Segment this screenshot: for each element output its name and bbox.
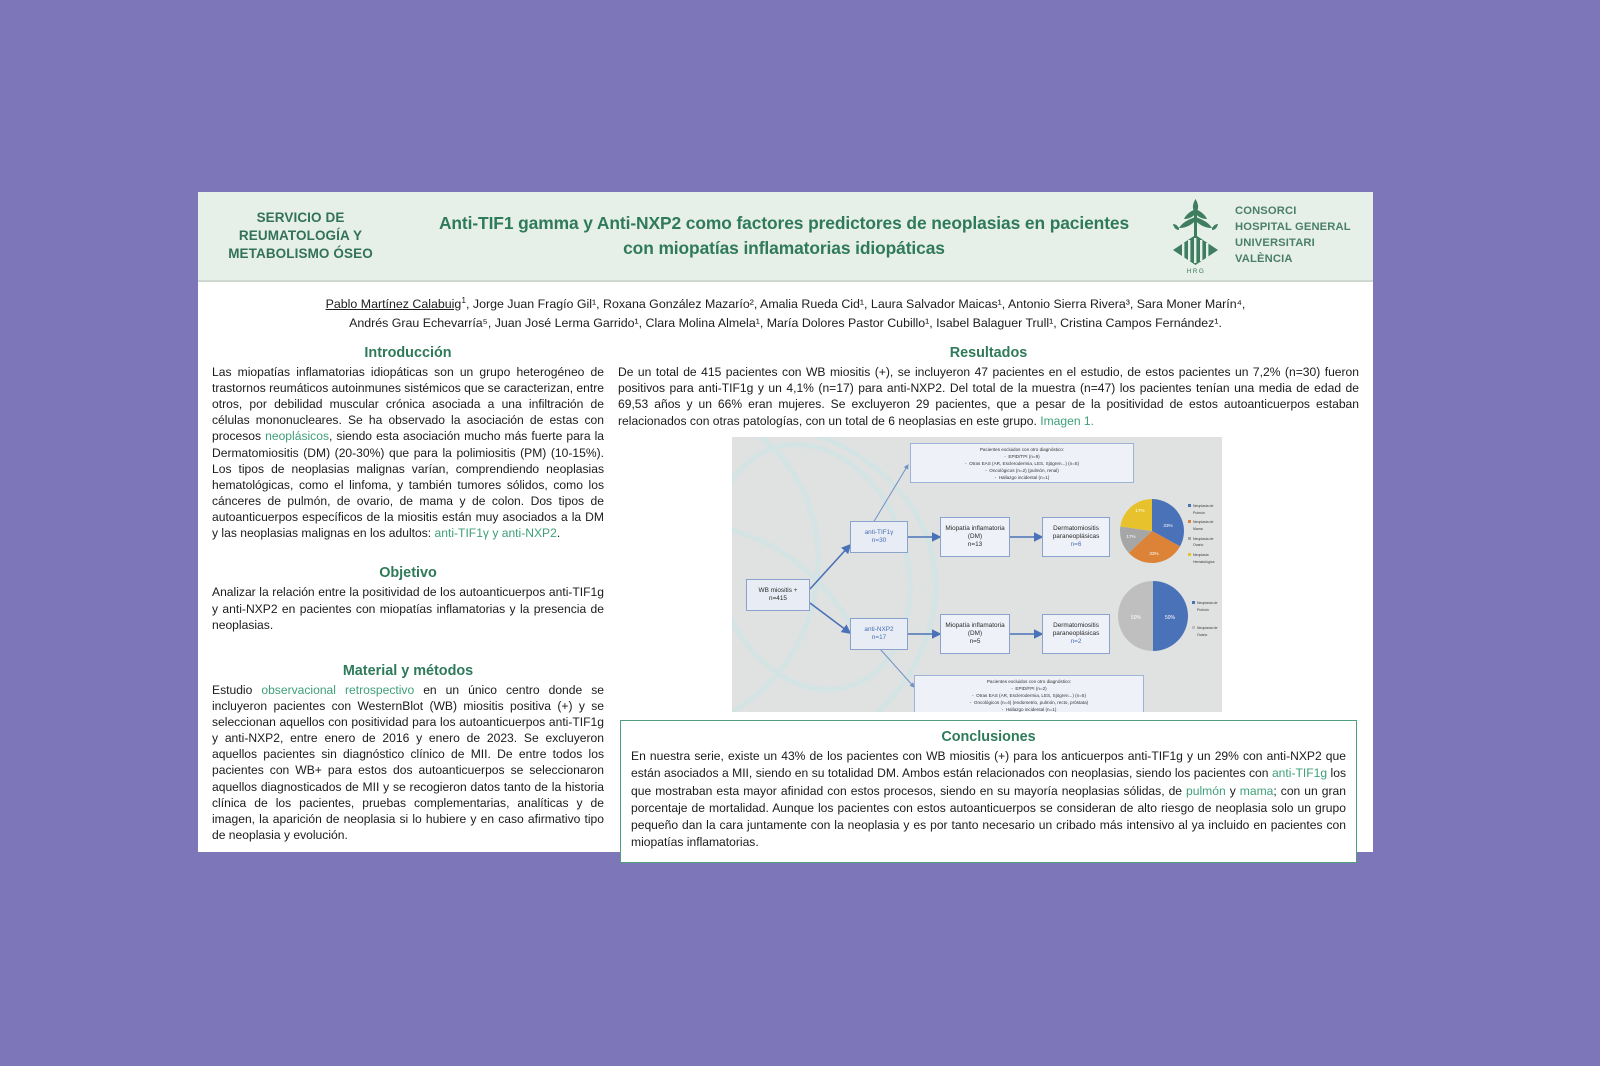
figure-reference-link[interactable]: Imagen 1. <box>1040 413 1095 428</box>
conc-text-3: y <box>1225 783 1240 798</box>
node-root-n: n=415 <box>769 595 787 603</box>
flowchart-node-anti-tif1g <box>850 521 908 553</box>
material-text-2: en un único centro donde se incluyeron pacientes con WesternBlot (WB) miositis positiva (+) y se seleccionan aquellos con positividad para los autoanticuerpos anti-TIF1g y anti-NXP2, entre enero de 2016 y enero de 2023. Se excluyeron aquellos pacientes sin diagnóstico clínico de MII. De entre todos los pacientes con WB+ para estos dos autoanticuerpos se seleccionaron aquellos diagnosticados de MII y se recogieron datos tanto de la historia clínica de los pacientes, pruebas complementarias, analíticas y de imagen, la aparición de neoplasia si lo hubiere y en caso afirmativo tipo de neoplasia y evolución. <box>212 682 605 843</box>
hospital-name-block <box>1235 204 1351 268</box>
legend-swatch-icon <box>1188 553 1191 556</box>
excluded-top-item-0: - EPID/TPI (n=9) <box>1004 453 1040 459</box>
logo-text-line-3: UNIVERSITARI <box>1235 237 1315 249</box>
figure-imagen-1 <box>732 437 1222 712</box>
node-dm-tif1-label: Dermatomiositis paraneoplásicas <box>1052 525 1100 541</box>
excluded-top-item-1: - Otras EAS (AR, Esclerodermia, LES, Sjögren...) (n=5) <box>964 460 1079 466</box>
node-nxp2-label: anti-NXP2 <box>864 626 894 634</box>
paragraph-conclusiones <box>631 748 1346 852</box>
lead-author-name: Pablo Martínez Calabuig <box>325 297 462 312</box>
excluded-top-title: Pacientes excluidos con otro diagnóstico: <box>979 447 1065 453</box>
intro-text-2: , siendo esta asociación mucho más fuerte para la Dermatomiositis (DM) (20-30%) que para la polimiositis (PM) (10-15%). Los tipos de neoplasias malignas varían, comprendiendo neoplasias hematológicas, como el linfoma, y también tumores sólidos, como los cánceres de pulmón, de ovario, de mama y de colon. Dos tipos de autoanticuerpos específicos de la miositis están muy asociados a la DM y las neoplasias malignas en los adultos: <box>212 429 605 541</box>
node-dm-nxp2-n: n=2 <box>1070 638 1082 646</box>
flowchart-node-root <box>746 579 810 611</box>
paragraph-material-y-metodos <box>212 682 604 843</box>
title-line-2: con miopatías inflamatorias idiopáticas <box>623 238 945 258</box>
legend-swatch-icon <box>1192 601 1195 604</box>
legend-item: Neoplasia Hematológica <box>1188 552 1222 565</box>
excluded-bottom-item-3: - Hallazgo incidental (n=1) <box>1001 706 1057 712</box>
paragraph-objetivo: Analizar la relación entre la positividad de los autoanticuerpos anti-TIF1g y anti-NXP2 en pacientes con miopatías inflamatorias y la presencia de neoplasias. <box>212 585 604 632</box>
poster-header <box>198 192 1373 282</box>
pie1-label-1: 33% <box>1149 551 1159 557</box>
flowchart-node-anti-nxp2 <box>850 618 908 650</box>
intro-text-1: Las miopatías inflamatorias idiopáticas son un grupo heterogéneo de trastornos reumáticos autoinmunes sistémicos que se caracterizan, entre otros, por debilidad muscular crónica asociada a una infiltración de células mononucleares. Se ha observado la asociación de estas con procesos <box>212 364 604 444</box>
department-line-3: METABOLISMO ÓSEO <box>228 246 373 262</box>
department-line-2: REUMATOLOGÍA Y <box>238 227 363 243</box>
lead-author-affiliation: 1 <box>461 295 466 305</box>
pie1-label-2: 17% <box>1126 534 1136 540</box>
resultados-text-1: De un total de 415 pacientes con WB miositis (+), se incluyeron 47 pacientes en el estudio, de estos pacientes un 7,2% (n=30) fueron positivos para anti-TIF1g y un 4,1% (n=17) para anti-NXP2. Del total de la muestra (n=47) los pacientes tenían una media de edad de 69,53 años y un 66% eran mujeres. Se excluyeron 29 pacientes, que a pesar de la positividad de estos autoanticuerpos estaban relacionados con otras patologías, con un total de 6 neoplasias en este grupo. <box>618 364 1359 428</box>
legend-swatch-icon <box>1192 626 1195 629</box>
authors-list <box>198 282 1373 339</box>
node-dm-tif1-n: n=6 <box>1070 541 1082 549</box>
conc-text-1: En nuestra serie, existe un 43% de los pacientes con WB miositis (+) para los anticuerpos anti-TIF1g y un 29% con anti-NXP2 que están asociados a MII, siendo en su totalidad DM. Ambos están relacionados con neoplasias, siendo los pacientes con <box>631 749 1346 781</box>
node-nxp2-n: n=17 <box>871 634 887 642</box>
pie1-label-3: 17% <box>1135 508 1145 514</box>
flowchart-node-mii-nxp2 <box>940 614 1010 654</box>
conc-highlight-2: pulmón <box>1186 783 1226 798</box>
logo-text-line-1: CONSORCI <box>1235 205 1297 218</box>
node-mii-tif1-n: n=13 <box>967 541 983 549</box>
poster-body <box>198 339 1373 863</box>
heading-objetivo: Objetivo <box>379 565 437 582</box>
heading-introduccion: Introducción <box>364 344 452 361</box>
authors-line-1-rest: , Jorge Juan Fragío Gil¹, Roxana González Mazarío², Amalia Rueda Cid¹, Laura Salvador Maicas¹, Antonio Sierra Rivera³, Sara Moner Marín⁴, <box>465 297 1246 312</box>
node-tif1-n: n=30 <box>871 537 887 545</box>
pie2-label-0: 50% <box>1164 615 1176 622</box>
heading-material-y-metodos: Material y métodos <box>342 662 474 679</box>
legend-item: Neoplasia de Pulmón <box>1192 600 1222 613</box>
legend-item: Neoplasia de Mama <box>1188 519 1222 532</box>
excluded-top-item-3: - Hallazgo incidental (n=1) <box>994 474 1050 480</box>
excluded-bottom-title: Pacientes excluidos con otro diagnóstico: <box>986 679 1072 685</box>
legend-item: Neoplasia de Pulmón <box>1188 503 1222 516</box>
material-text-1: Estudio <box>212 682 262 697</box>
excluded-bottom-item-2: - Oncológicos (n=4) (endometrio, pulmón, recto, próstata) <box>969 699 1089 705</box>
material-highlight-1: observacional retrospectivo <box>261 682 415 697</box>
authors-line-2: Andrés Grau Echevarría⁵, Juan José Lerma Garrido¹, Clara Molina Almela¹, María Dolores Pastor Cubillo¹, Isabel Balaguer Trull¹, Cristina Campos Fernández¹. <box>349 315 1222 330</box>
conclusiones-box <box>620 720 1357 863</box>
paragraph-resultados <box>618 364 1359 429</box>
pie-chart-anti-nxp2 <box>1114 577 1192 655</box>
node-mii-nxp2-label: Miopatía inflamatoria (DM) <box>945 622 1005 638</box>
excluded-top-item-2: - Oncológicos (n=2) (pulmón, renal) <box>985 467 1059 473</box>
hospital-crest-icon <box>1165 197 1227 275</box>
legend-swatch-icon <box>1188 504 1191 507</box>
heading-resultados: Resultados <box>949 344 1028 361</box>
paragraph-introduccion <box>212 364 604 542</box>
intro-highlight-2: anti-TIF1γ y anti-NXP2 <box>434 526 557 541</box>
pie1-label-0: 33% <box>1163 523 1173 529</box>
conc-text-2: los que mostraban esta mayor afinidad con estos procesos, siendo en su mayoría neoplasias sólidas, de <box>631 766 1346 798</box>
authors-line-1 <box>224 294 1347 314</box>
title-line-1: Anti-TIF1 gamma y Anti-NXP2 como factores predictores de neoplasias en pacientes <box>438 213 1130 234</box>
legend-item: Neoplasia de Ovario <box>1192 625 1222 638</box>
excluded-bottom-item-1: - Otras EAS (AR, Esclerodermia, LES, Sjögren...) (n=5) <box>971 692 1086 698</box>
legend-swatch-icon <box>1188 520 1191 523</box>
hospital-logo-block <box>1165 192 1373 280</box>
poster-title <box>403 192 1165 280</box>
right-column <box>614 339 1363 863</box>
intro-text-3: . <box>556 526 561 541</box>
pie-chart-anti-tif1g-legend <box>1188 503 1222 568</box>
flowchart-node-mii-tif1 <box>940 517 1010 557</box>
flowchart-excluded-top-box <box>910 443 1134 483</box>
conc-text-4: ; con un gran porcentaje de mortalidad. Aunque los pacientes con estos autoanticuerpos se consideran de alto riesgo de neoplasia solo un grupo pequeño dan la cara juntamente con la neoplasia y es por tanto necesario un cribado más intensivo al ya incluido en pacientes con miopatías inflamatorias. <box>631 783 1346 850</box>
node-tif1-label: anti-TIF1γ <box>864 529 894 537</box>
conc-highlight-1: anti-TIF1g <box>1271 766 1328 781</box>
spacer <box>212 545 604 559</box>
pie2-label-1: 50% <box>1130 615 1142 622</box>
spacer <box>212 637 604 657</box>
excluded-bottom-item-0: - EPID/FPI (n=2) <box>1011 685 1047 691</box>
poster-sheet <box>198 192 1373 852</box>
flowchart-node-dm-tif1 <box>1042 517 1110 557</box>
department-block <box>198 192 403 280</box>
logo-text-line-4: VALÈNCIA <box>1235 252 1293 265</box>
svg-text:HRG: HRG <box>1186 268 1206 275</box>
pie-chart-anti-nxp2-legend <box>1192 600 1222 642</box>
left-column <box>208 339 604 863</box>
node-mii-tif1-label: Miopatía inflamatoria (DM) <box>945 525 1005 541</box>
logo-text-line-2: HOSPITAL GENERAL <box>1235 221 1351 234</box>
intro-highlight-1: neoplásicos <box>265 429 329 444</box>
node-root-label: WB miositis + <box>758 587 798 595</box>
heading-conclusiones: Conclusiones <box>941 729 1036 746</box>
node-dm-nxp2-label: Dermatomiositis paraneoplásicas <box>1052 622 1100 638</box>
flowchart-excluded-bottom-box <box>914 675 1144 712</box>
department-line-1: SERVICIO DE <box>256 209 345 225</box>
conc-highlight-3: mama <box>1239 783 1274 798</box>
pie-chart-anti-tif1g <box>1116 495 1188 567</box>
legend-swatch-icon <box>1188 537 1191 540</box>
flowchart-node-dm-nxp2 <box>1042 614 1110 654</box>
node-mii-nxp2-n: n=5 <box>969 638 981 646</box>
legend-item: Neoplasia de Ovario <box>1188 536 1222 549</box>
